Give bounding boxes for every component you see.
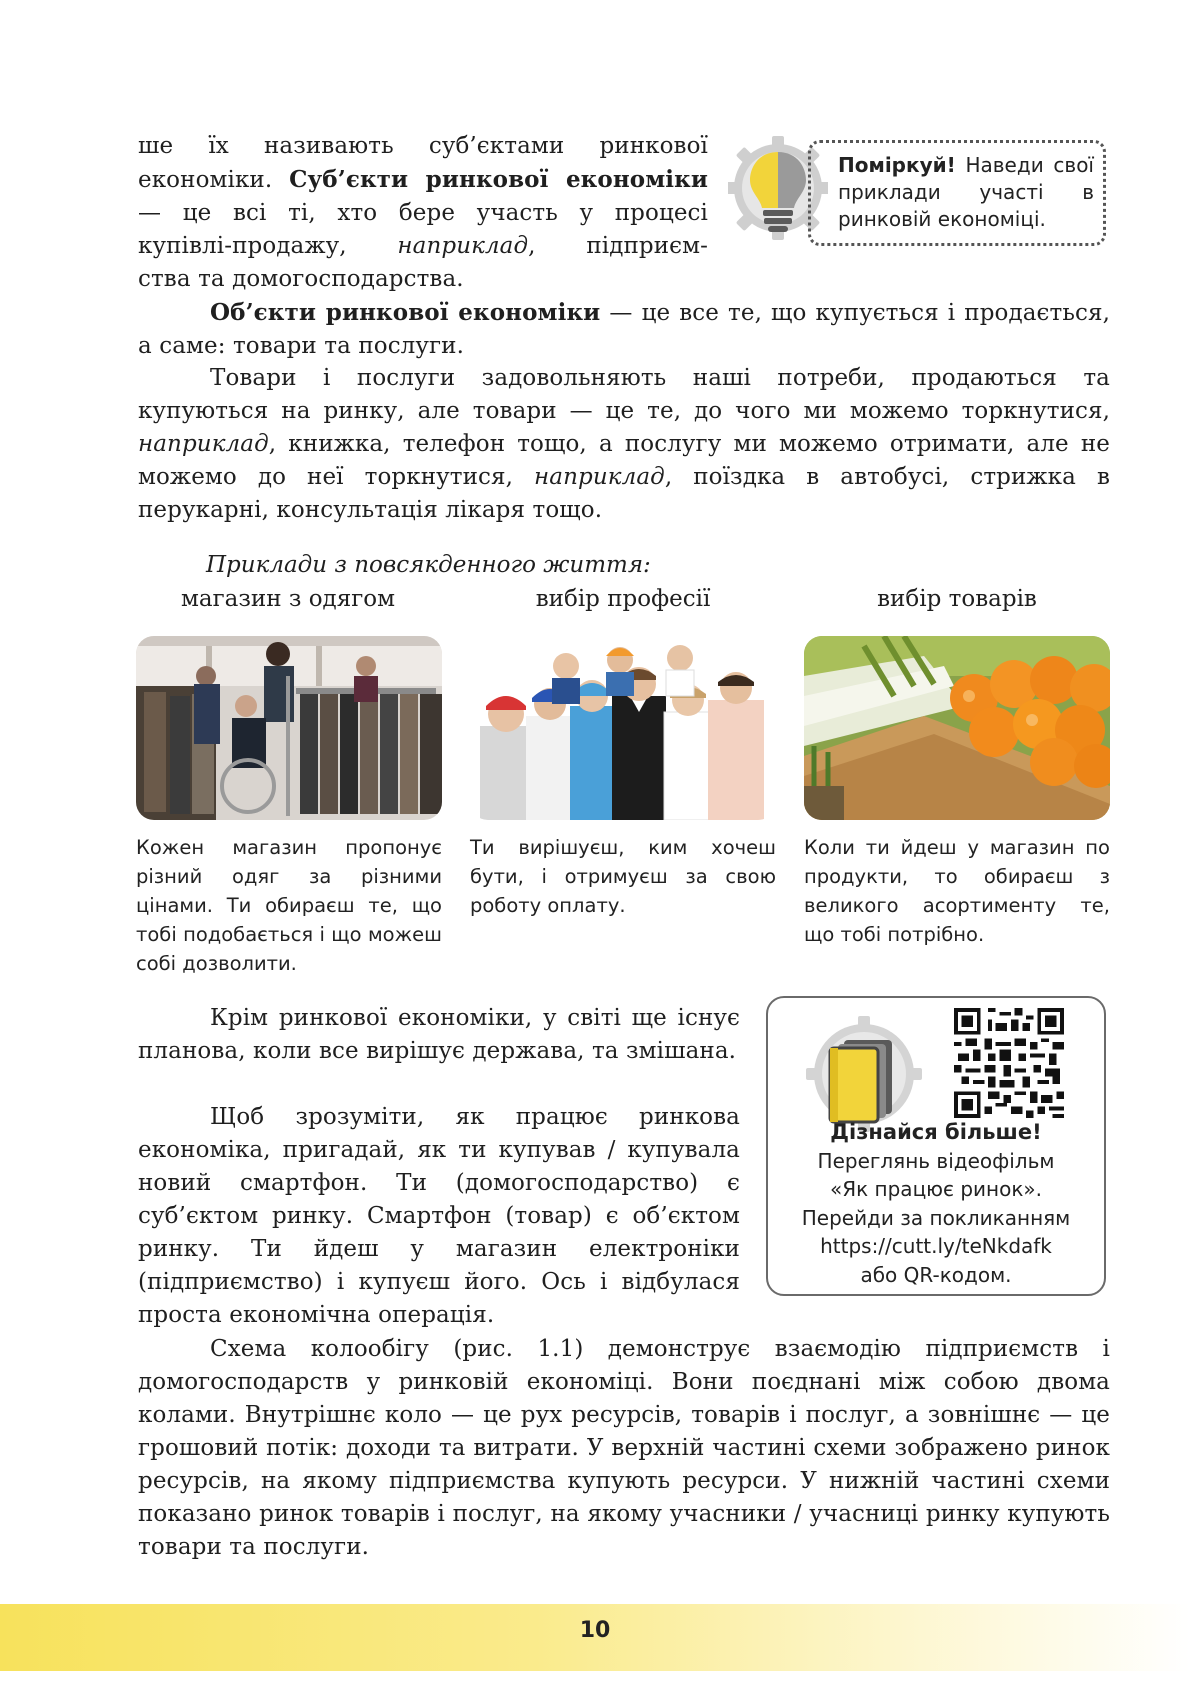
professions-image	[470, 636, 776, 820]
think-prompt: Наведи свої приклади участі в ринковій економіці.	[838, 153, 1094, 231]
subjects-term: Суб’єкти ринкової економіки	[289, 166, 708, 193]
clothing-caption: Кожен магазин пропонує різний одяг за різними цінами. Ти обираєш те, що тобі подобається і що можеш собі дозволити.	[136, 836, 442, 975]
intro-line-4-end: , підприєм-	[528, 233, 708, 259]
economy-types-paragraph: Крім ринкової економіки, у світі ще існує планова, коли все вирішує держава, та змішана.	[138, 1005, 740, 1064]
objects-paragraph	[138, 296, 1110, 363]
smartphone-paragraph: Щоб зрозуміти, як працює ринкова економіка, пригадай, як ти купував / купувала новий смартфон. Ти (домогосподарство) є суб’єктом ринку. Смартфон (товар) є об’єктом ринку. Ти йдеш у магазин електроніки (підприємство) і купуєш його. Ось і відбулася проста економічна операція.	[138, 1104, 740, 1328]
objects-text: — це все те, що купується і продається, а саме: товари та послуги.	[138, 300, 1110, 359]
intro-line-1: ше їх називають суб’єктами ринкової	[138, 133, 708, 159]
goods-caption: Коли ти йдеш у магазин по продукти, то обираєш з великого асортименту те, що тобі потрібно.	[804, 836, 1110, 946]
goods-text-1: Товари і послуги задовольняють наші потреби, продаються та купуються на ринку, але товари — це те, до чого ми можемо торкнутися,	[138, 365, 1110, 424]
page-number: 10	[579, 1618, 611, 1643]
learn-more-box	[766, 996, 1106, 1296]
learn-more-line-4: або QR-кодом.	[860, 1262, 1012, 1287]
think-box	[728, 134, 1110, 246]
intro-line-5: ства та домогосподарства.	[138, 266, 464, 292]
goods-example-1: наприклад	[138, 431, 269, 457]
professions-photo	[470, 636, 776, 820]
goods-text-3: , поїздка в автобусі, стрижка в перукарні, консультація лікаря тощо.	[138, 464, 1110, 523]
think-title: Поміркуй!	[838, 153, 956, 177]
learn-more-title: Дізнайся більше!	[830, 1120, 1042, 1144]
goods-text-2: , книжка, телефон тощо, а послугу ми можемо отримати, але не можемо до неї торкнутися,	[138, 431, 1110, 490]
example-label-clothing: магазин з одягом	[180, 586, 396, 612]
learn-more-line-3: Перейди за покликанням	[801, 1205, 1071, 1230]
vegetables-image	[804, 636, 1110, 820]
intro-line-2-text: економіки.	[138, 167, 290, 193]
book-icon	[804, 1016, 922, 1132]
intro-paragraph	[138, 130, 708, 296]
examples-heading: Приклади з повсякденного життя:	[206, 552, 651, 578]
goods-example-2: наприклад	[534, 464, 665, 490]
circular-flow-paragraph: Схема колообігу (рис. 1.1) демонструє взаємодію підприємств і домогосподарств у ринковій економіці. Вони поєднані між собою двома колами. Внутрішнє коло — це рух ресурсів, товарів і послуг, а зовнішнє — це грошовий потік: доходи та витрати. У верхній частині схеми зображено ринок ресурсів, на якому підприємства купують ресурси. У нижній частині схеми показано ринок товарів і послуг, на якому учасники / учасниці ринку купують товари та послуги.	[138, 1336, 1110, 1560]
clothing-store-image	[136, 636, 442, 820]
profession-caption: Ти вирішуєш, ким хочеш бути, і отримуєш за свою роботу оплату.	[470, 836, 776, 917]
learn-more-link[interactable]: https://cutt.ly/teNkdafk	[820, 1234, 1052, 1258]
goods-paragraph	[138, 362, 1110, 527]
think-box-text	[838, 152, 1094, 233]
learn-more-text	[768, 1118, 1104, 1289]
learn-more-line-2: «Як працює ринок».	[829, 1177, 1043, 1201]
intro-line-2	[138, 163, 708, 197]
example-label-profession: вибір професії	[535, 586, 711, 612]
objects-term: Об’єкти ринкової економіки	[210, 299, 601, 326]
clothing-store-photo	[136, 636, 442, 820]
example-label-goods: вибір товарів	[877, 586, 1037, 612]
intro-line-4-text: купівлі-продажу,	[138, 233, 398, 259]
intro-example-word: наприклад	[397, 233, 529, 259]
intro-line-4	[138, 230, 708, 263]
learn-more-line-1: Переглянь відеофільм	[817, 1148, 1055, 1173]
vegetables-photo	[804, 636, 1110, 820]
intro-line-3: — це всі ті, хто бере участь у процесі	[138, 200, 708, 226]
qr-code[interactable]	[954, 1008, 1064, 1118]
